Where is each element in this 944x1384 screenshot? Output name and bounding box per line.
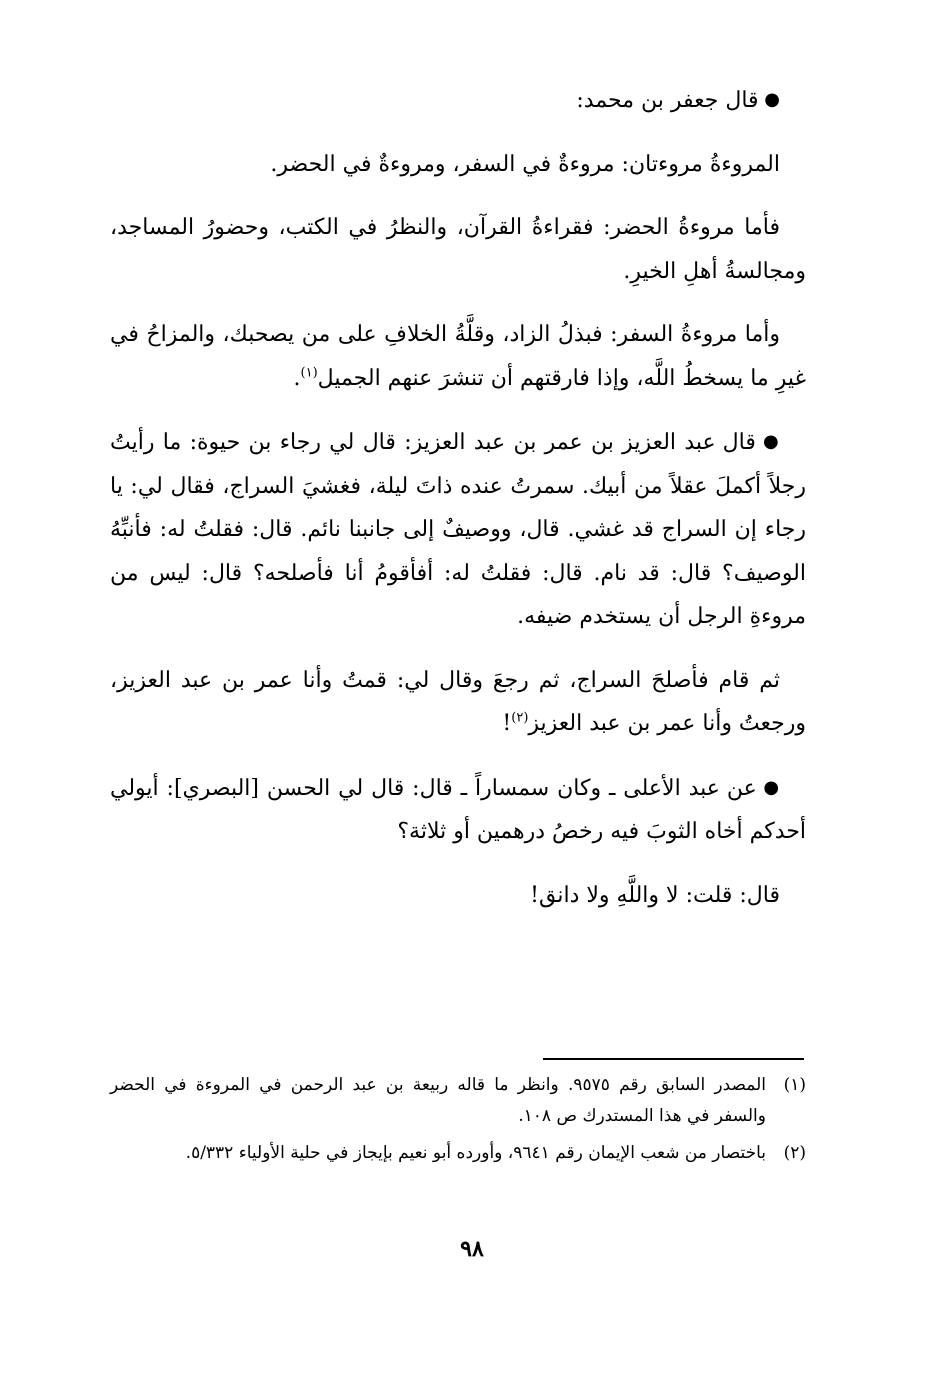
paragraph-4-text: وأما مروءةُ السفر: فبذلُ الزاد، وقلَّةُ الخلافِ على من يصحبك، والمزاحُ في غيرِ ما يسخطُ اللَّه، وإذا فارقتهم أن تنشرَ عنهم الجميل [110,322,806,391]
paragraph-6 [110,659,806,746]
paragraph-2 [110,143,806,187]
footnote-2-number: (٢) [783,1143,806,1163]
paragraph-1-text: قال جعفر بن محمد: [576,88,759,113]
paragraph-6-text: ثم قام فأصلحَ السراج، ثم رجعَ وقال لي: قمتُ وأنا عمر بن عبد العزيز، ورجعتُ وأنا عمر بن عبد العزيز [110,667,806,736]
paragraph-3 [110,206,806,293]
footnote-2-text: باختصار من شعب الإيمان رقم ٩٦٤١، وأورده أبو نعيم بإيجاز في حلية الأولياء ٥/٣٣٢. [185,1143,766,1163]
footnote-2 [110,1138,806,1169]
paragraph-4-end: . [293,365,301,391]
footnote-1-number: (١) [783,1075,806,1095]
footnote-1-text: المصدر السابق رقم ٩٥٧٥. وانظر ما قاله ربيعة بن عبد الرحمن في المروءة في الحضر والسفر في هذا المستدرك ص ١٠٨. [110,1075,766,1126]
footnote-1 [110,1070,806,1132]
main-text [110,78,806,937]
paragraph-3-text: فأما مروءةُ الحضر: فقراءةُ القرآن، والنظرُ في الكتب، وحضورُ المساجد، ومجالسةُ أهلِ الخيرِ. [110,215,806,284]
paragraph-6-end: ! [502,711,512,736]
paragraph-8-text: قال: قلت: لا واللَّهِ ولا دانق! [530,882,780,908]
paragraph-5 [110,420,806,639]
paragraph-7 [110,766,806,854]
footnotes [110,1070,806,1175]
paragraph-2-text: المروءةُ مروءتان: مروءةٌ في السفر، ومروءةٌ في الحضر. [270,151,780,177]
footnote-ref-2[interactable]: (٢) [511,710,529,726]
footnote-ref-1[interactable]: (١) [300,365,318,381]
paragraph-5-text: قال عبد العزيز بن عمر بن عبد العزيز: قال لي رجاء بن حيوة: ما رأيتُ رجلاً أكملَ عقلاً من أبيك. سمرتُ عنده ذاتَ ليلة، فغشيَ السراج، فقال لي: يا رجاء إن السراج قد غشي. قال، ووصيفٌ إلى جانبنا نائم. قال: فقلتُ له: فأنبِّهُ الوصيف؟ قال: قد نام. قال: فقلتُ له: أفأقومُ أنا فأصلحه؟ قال: ليس من مروءةِ الرجل أن يستخدم ضيفه. [110,430,806,629]
paragraph-8 [110,874,806,918]
paragraph-4 [110,313,806,400]
page-number: ٩٨ [460,1236,484,1262]
paragraph-7-text: عن عبد الأعلى ـ وكان سمساراً ـ قال: قال لي الحسن [البصري]: أيولي أحدكم أخاه الثوبَ فيه رخصُ درهمين أو ثلاثة؟ [110,775,806,844]
footnote-divider [543,1058,804,1060]
paragraph-1 [110,78,806,123]
